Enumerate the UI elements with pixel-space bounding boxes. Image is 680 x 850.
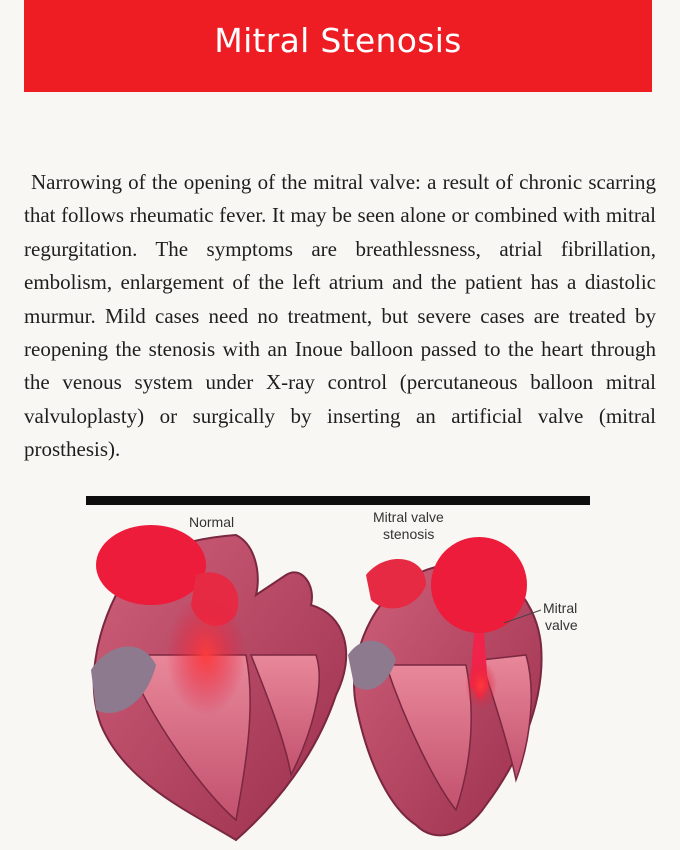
heart-comparison-illustration <box>86 505 626 850</box>
normal-left-atrium <box>96 525 206 605</box>
description-paragraph: Narrowing of the opening of the mitral valve: a result of chronic scarring that follows rheumatic fever. It may be seen alone or combined with mitral regurgitation. The symptoms are breathlessness, atrial fibrillation, embolism, enlargement of the left atrium and the patient has a diastolic murmur. Mild cases need no treatment, but severe cases are treated by reopening the stenosis with an Inoue balloon passed to the heart through the venous system under X-ray control (percutaneous balloon mitral valvuloplasty) or surgically by inserting an artificial valve (mitral prosthesis). <box>24 170 656 462</box>
page-title: Mitral Stenosis <box>214 20 462 60</box>
mitral-label-line1: Mitral <box>543 600 578 616</box>
stenosis-label-line2: stenosis <box>383 526 435 542</box>
normal-heart-drawing <box>91 514 346 840</box>
stenosis-heart-drawing <box>348 509 578 835</box>
mitral-label-line2: valve <box>545 617 578 633</box>
section-divider <box>86 496 590 505</box>
title-banner <box>24 0 652 92</box>
stenosis-label-line1: Mitral valve <box>373 509 444 525</box>
enlarged-left-atrium <box>431 537 527 633</box>
normal-blood-flow <box>166 595 246 715</box>
normal-label: Normal <box>189 514 235 530</box>
stenosis-blood-flow <box>465 661 497 709</box>
